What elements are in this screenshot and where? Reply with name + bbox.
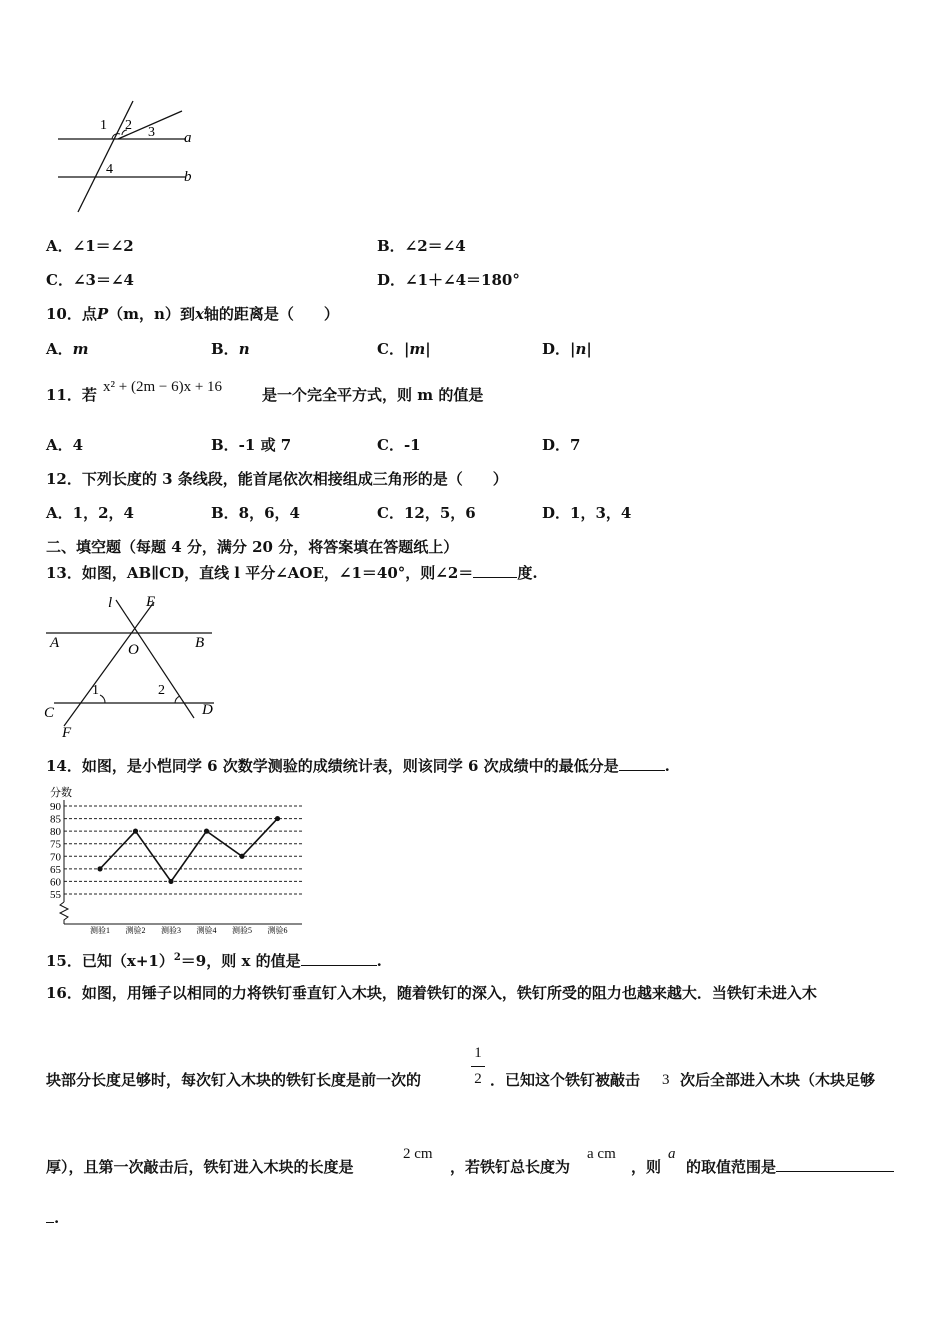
q16-two-cm: 2 cm <box>403 1146 433 1162</box>
q11-number: 11．若 <box>46 386 97 404</box>
q9-label-b: b <box>184 169 192 185</box>
q12-stem: 12．下列长度的 3 条线段，能首尾依次相接组成三角形的是（ ） <box>46 470 508 488</box>
q12-option-d: D．1，3，4 <box>542 504 632 522</box>
q11-option-c: C．-1 <box>377 436 421 454</box>
chart-data-point <box>204 829 209 834</box>
q16-a-variable: a <box>668 1146 676 1162</box>
q13-label-c: C <box>44 705 55 721</box>
q9-figure <box>50 95 210 215</box>
chart-y-tick-label: 75 <box>50 838 61 851</box>
chart-data-point <box>168 879 173 884</box>
q13-stem: 13．如图，AB∥CD，直线 l 平分∠AOE，∠1＝40°，则∠2＝ 度. <box>46 564 538 582</box>
q13-label-e: E <box>146 594 156 610</box>
chart-x-tick-label: 测验2 <box>125 926 146 934</box>
q16-line2-c: 次后全部进入木块（木块足够 <box>680 1071 876 1089</box>
q13-label-l: l <box>108 595 113 611</box>
q16-line3-b: ，若铁钉总长度为 <box>450 1158 571 1176</box>
chart-y-tick-label: 60 <box>50 876 61 889</box>
q13-figure <box>42 590 222 740</box>
q16-a-cm: a cm <box>587 1146 616 1162</box>
q9-label-3: 3 <box>148 125 155 140</box>
q13-label-1: 1 <box>92 683 99 698</box>
q9-option-c: C．∠3＝∠4 <box>46 271 134 289</box>
chart-y-axis-label: 分数 <box>50 787 72 799</box>
chart-y-tick-label: 80 <box>50 826 61 839</box>
chart-series-line <box>100 819 278 882</box>
q16-line1: 16．如图，用锤子以相同的力将铁钉垂直钉入木块，随着铁钉的深入，铁钉所受的阻力也越来越大．当铁钉未进入木 <box>46 984 817 1002</box>
q10-option-b: B．n <box>211 340 250 358</box>
q10-option-c: C．|m| <box>377 340 431 358</box>
q10-option-d: D．|n| <box>542 340 592 358</box>
chart-y-tick-label: 70 <box>50 851 61 864</box>
chart-axis-break <box>60 902 68 924</box>
q9-label-2: 2 <box>125 118 132 133</box>
q16-line2-a: 块部分长度足够时，每次钉入木块的铁钉长度是前一次的 <box>46 1071 422 1089</box>
q13-label-a: A <box>50 635 60 651</box>
q15-stem: 15．已知$(x+1)^2=9$，则 x 的值是 . <box>46 952 382 970</box>
q16-fraction-denominator: 2 <box>474 1071 482 1087</box>
section-title-fill-in: 二、填空题（每题 4 分，满分 20 分，将答案填在答题纸上） <box>46 538 459 556</box>
chart-y-tick-label: 55 <box>50 889 61 901</box>
q9-label-4: 4 <box>106 162 113 177</box>
chart-y-tick-label: 90 <box>50 801 61 813</box>
q16-fraction-numerator: 1 <box>474 1045 482 1061</box>
q13-label-d: D <box>202 702 213 718</box>
chart-y-tick-label: 65 <box>50 863 61 876</box>
q16-three: 3 <box>662 1072 670 1088</box>
q16-line4: . <box>46 1208 59 1228</box>
q16-fraction-bar <box>471 1066 485 1067</box>
q14-stem: 14．如图，是小恺同学 6 次数学测验的成绩统计表，则该同学 6 次成绩中的最低分是 . <box>46 757 670 775</box>
chart-data-point <box>133 829 138 834</box>
q16-line3-a: 厚），且第一次敲击后，铁钉进入木块的长度是 <box>46 1158 354 1176</box>
q11-expression: x² + (2m − 6)x + 16 <box>103 379 223 395</box>
q12-option-b: B．8，6，4 <box>211 504 300 522</box>
q12-option-a: A．1，2，4 <box>46 504 134 522</box>
q13-label-b: B <box>195 635 205 651</box>
q9-option-d: D．∠1＋∠4＝180° <box>377 271 520 289</box>
q9-option-b: B．∠2＝∠4 <box>377 237 466 255</box>
chart-y-tick-label: 85 <box>50 813 61 826</box>
q11-option-b: B．-1 或 7 <box>211 436 292 454</box>
q9-label-1: 1 <box>100 118 107 133</box>
chart-data-point <box>97 866 102 871</box>
q11-option-d: D．7 <box>542 436 581 454</box>
chart-x-tick-label: 测验5 <box>232 926 252 934</box>
chart-x-tick-label: 测验6 <box>267 926 288 934</box>
q9-label-a: a <box>184 130 192 146</box>
chart-data-point <box>275 816 280 821</box>
q16-line2-b: ．已知这个铁钉被敲击 <box>490 1071 641 1089</box>
chart-x-tick-label: 测验1 <box>90 926 110 934</box>
q13-label-o: O <box>128 642 139 658</box>
q14-score-chart <box>34 784 306 934</box>
q13-label-f: F <box>62 725 72 740</box>
q9-option-a: A．∠1＝∠2 <box>46 237 134 255</box>
q13-label-2: 2 <box>158 683 165 698</box>
q11-tail: 是一个完全平方式，则 m 的值是 <box>262 386 484 404</box>
chart-x-tick-label: 测验3 <box>161 926 181 934</box>
chart-x-tick-label: 测验4 <box>196 926 217 934</box>
q16-line3-c: ，则 <box>631 1158 662 1176</box>
q12-option-c: C．12，5，6 <box>377 504 476 522</box>
chart-data-point <box>239 854 244 859</box>
q11-option-a: A．4 <box>46 436 84 454</box>
q16-line3-d: 的取值范围是 <box>686 1157 894 1177</box>
q10-option-a: A．m <box>46 340 89 358</box>
q10-stem: 10．点P（m，n）到x轴的距离是（ ） <box>46 305 339 323</box>
